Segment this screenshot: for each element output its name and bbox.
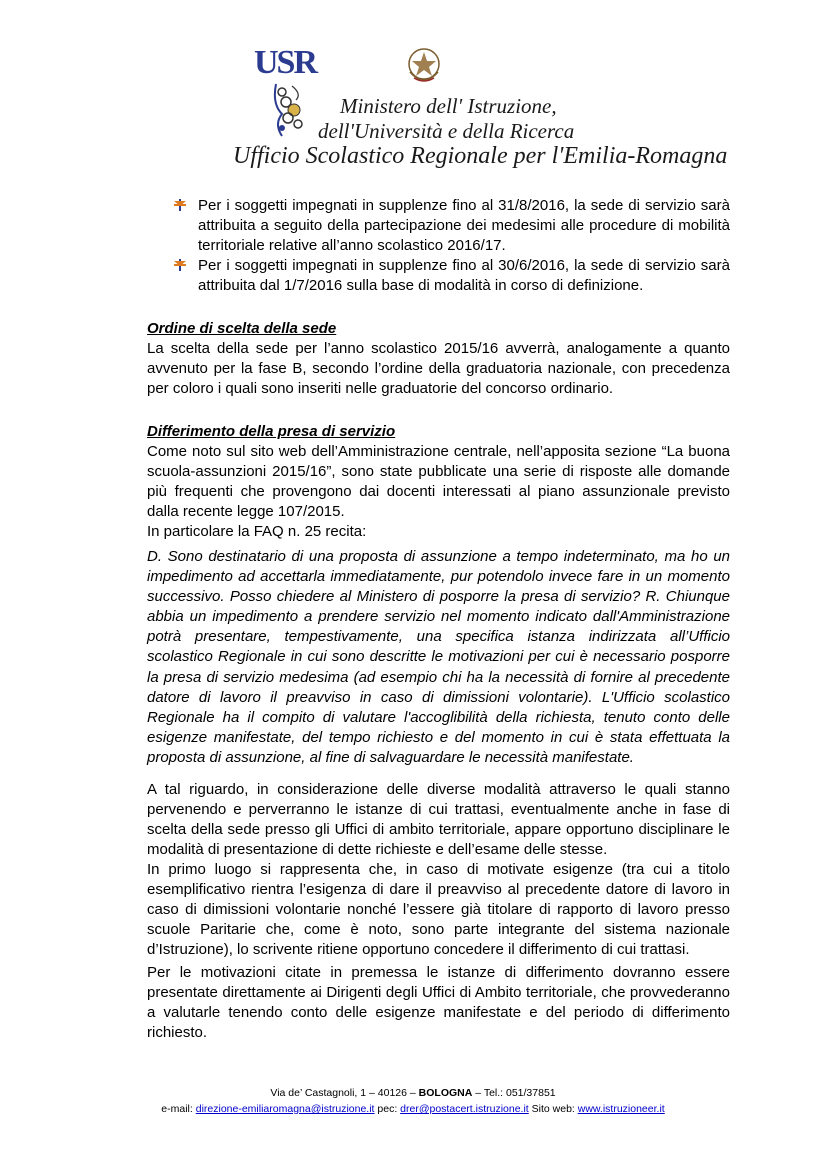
bullet-item (147, 256, 730, 296)
footer-city: BOLOGNA (418, 1087, 473, 1099)
italian-emblem-icon (404, 42, 444, 88)
faq-quote: D. Sono destinatario di una proposta di assunzione a tempo indeterminato, ma ho un impedimento ad accettarla immediatamente, pur potendolo invece fare in un momento successivo. Posso chiedere al Ministero di posporre la presa di servizio? R. Chiunque abbia un impedimento a prendere servizio nel momento indicato dall'Amministrazione potrà presentare, tempestivamente, una specifica istanza indirizzata all’Ufficio scolastico Regionale in cui sono descritte le motivazioni per cui è necessario posporre la presa di servizio medesima (ad esempio chi ha la necessità di fornire al precedente datore di lavoro il preavviso in caso di dimissioni volontarie). L'Ufficio scolastico Regionale ha il compito di valutare l'accoglibilità della richiesta, tenuto conto delle esigenze manifestate, del tempo richiesto e del momento in cui è stata effettuata la proposta di assunzione, al fine di salvaguardare le necessità manifestate. (147, 548, 730, 766)
section-deferral-text: Come noto sul sito web dell’Amministrazione centrale, nell’apposita sezione “La buona scuola-assunzioni 2015/16”, sono state pubblicate una serie di risposte alle domande più frequenti che provengono dai docenti interessati al piano assunzionale previsto dalla recente legge 107/2015. (147, 443, 730, 520)
footer (0, 1085, 826, 1117)
paragraph: A tal riguardo, in considerazione delle diverse modalità attraverso le quali stanno pervenendo e perverranno le istanze di cui trattasi, eventualmente anche in fase di scelta della sede presso gli Uffici di ambito territoriale, appare opportuno disciplinare le modalità di presentazione di dette richieste e dell’esame delle stesse. (147, 781, 730, 859)
paragraph: Per le motivazioni citate in premessa le istanze di differimento dovranno essere presentate direttamente ai Dirigenti degli Uffici di Ambito territoriale, che provvederanno a valutarle tenendo conto delle esigenze manifestate e del periodo di differimento richiesto. (147, 964, 730, 1042)
bullet-text: Per i soggetti impegnati in supplenze fino al 30/6/2016, la sede di servizio sarà attribuita dal 1/7/2016 sulla base di modalità in corso di definizione. (198, 257, 730, 294)
arrow-bullet-icon (174, 199, 186, 211)
footer-address: Via de’ Castagnoli, 1 – 40126 – BOLOGNA – Tel.: 051/37851 (270, 1087, 556, 1099)
section-order-text: La scelta della sede per l’anno scolastico 2015/16 avverrà, analogamente a quanto avvenuto per la fase B, secondo l’ordine della graduatoria nazionale, con precedenza per coloro i quali sono inseriti nelle graduatorie del concorso ordinario. (147, 340, 730, 397)
faq-intro: In particolare la FAQ n. 25 recita: (147, 523, 367, 540)
section-heading-deferral: Differimento della presa di servizio (147, 423, 396, 440)
letterhead (0, 0, 826, 185)
paragraph: In primo luogo si rappresenta che, in caso di motivate esigenze (tra cui a titolo esemplificativo rientra l’esigenza di dare il preavviso al precedente datore di lavoro in caso di dimissioni volontarie nonché l’essere già titolare di rapporto di lavoro presso scuole Paritarie che, come è noto, sono parte integrante del sistema nazionale d’Istruzione), lo scrivente ritiene opportuno concedere il differimento di cui trattasi. (147, 861, 730, 959)
arrow-bullet-icon (174, 259, 186, 271)
footer-contacts: e-mail: direzione-emiliaromagna@istruzione.it pec: drer@postacert.istruzione.it Sito web: www.istruzioneer.it (161, 1103, 665, 1115)
website-link[interactable]: www.istruzioneer.it (577, 1103, 665, 1115)
ministry-name-line1: Ministero dell' Istruzione, (340, 94, 557, 118)
email-link[interactable]: direzione-emiliaromagna@istruzione.it (195, 1103, 375, 1115)
section-heading-order: Ordine di scelta della sede (147, 320, 337, 337)
bullet-item (147, 196, 730, 256)
pec-link[interactable]: drer@postacert.istruzione.it (400, 1103, 529, 1115)
document-body (147, 196, 730, 1043)
usr-logo-text: USR (254, 44, 317, 81)
office-name: Ufficio Scolastico Regionale per l'Emilia-Romagna (233, 143, 728, 169)
bullet-text: Per i soggetti impegnati in supplenze fino al 31/8/2016, la sede di servizio sarà attribuita a seguito della partecipazione dei medesimi alle procedure di mobilità territoriale relative all’anno scolastico 2016/17. (198, 197, 730, 254)
ministry-name-line2: dell'Università e della Ricerca (318, 119, 575, 143)
